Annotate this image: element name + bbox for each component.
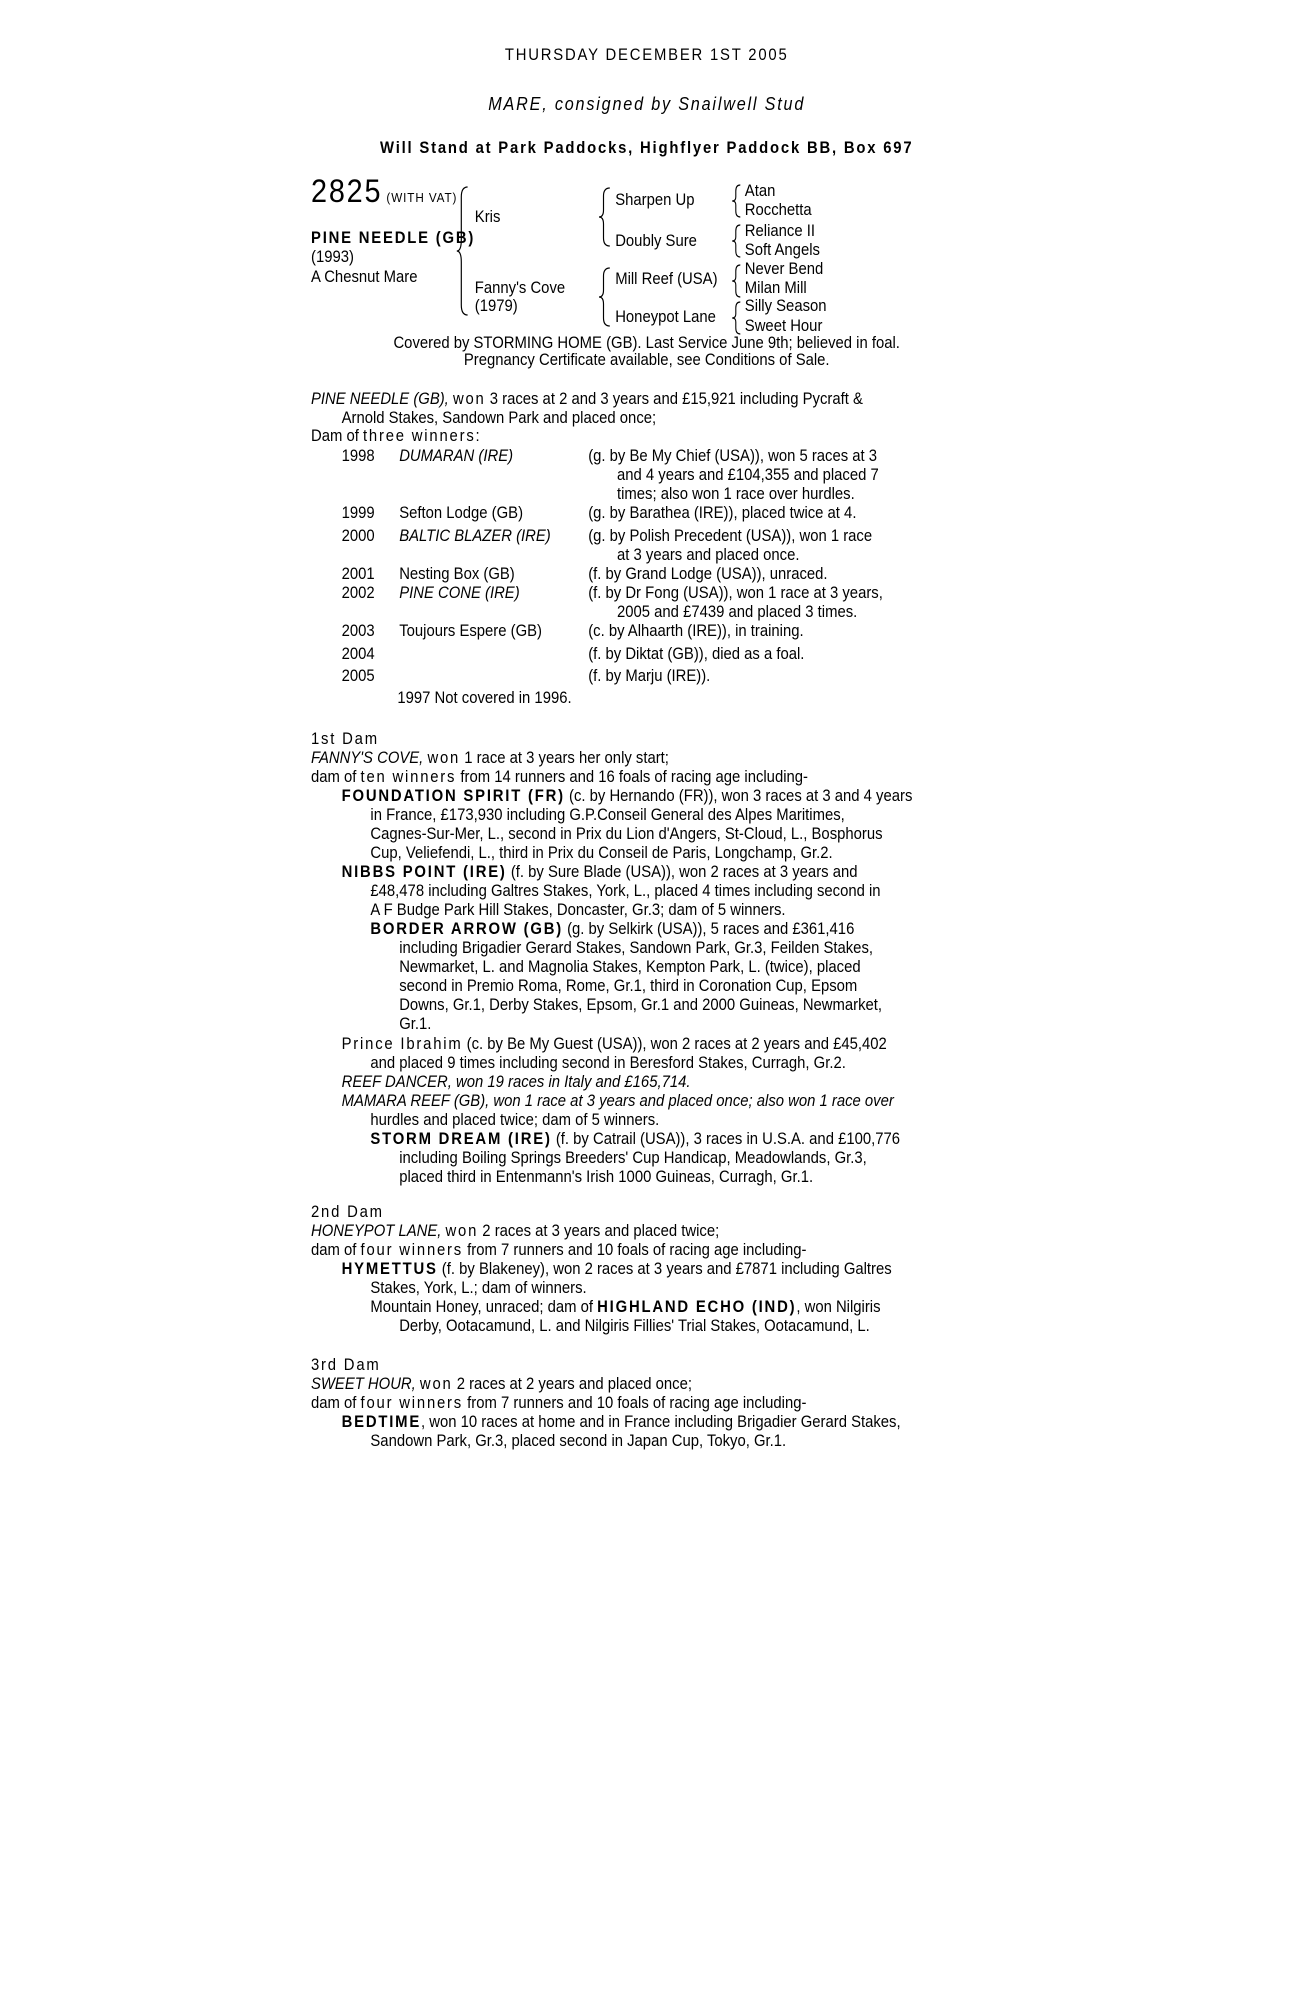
prince-ibrahim-line-1 xyxy=(342,1035,887,1054)
bedtime-name: BEDTIME xyxy=(341,1413,422,1431)
pedigree-brace-g3 xyxy=(730,263,743,299)
not-covered-note: 1997 Not covered in 1996. xyxy=(397,689,572,707)
produce-name: PINE CONE (IRE) xyxy=(399,584,520,602)
produce-detail: (f. by Grand Lodge (USA)), unraced. xyxy=(588,565,828,583)
stand-location: Will Stand at Park Paddocks, Highflyer Paddock BB, Box 697 xyxy=(380,139,914,157)
storm-dream-line-3: placed third in Entenmann's Irish 1000 Guineas, Curragh, Gr.1. xyxy=(399,1168,814,1186)
winners-count: three winners: xyxy=(363,427,482,445)
third-dam-name: SWEET HOUR, xyxy=(311,1375,416,1393)
border-arrow-line-6: Gr.1. xyxy=(399,1015,432,1033)
pedigree-gg-6: Milan Mill xyxy=(744,279,807,297)
horse-name: PINE NEEDLE (GB) xyxy=(311,229,476,247)
first-dam-won: won xyxy=(427,749,461,767)
third-dam-line-2 xyxy=(311,1394,806,1413)
produce-year: 2005 xyxy=(341,667,375,685)
mountain-honey-line-1 xyxy=(370,1298,880,1317)
second-dam-winners: four winners xyxy=(360,1241,464,1259)
second-dam-line-1 xyxy=(311,1222,719,1241)
produce-detail: at 3 years and placed once. xyxy=(617,546,800,564)
mamara-reef-line-2: hurdles and placed twice; dam of 5 winners. xyxy=(370,1111,660,1129)
pedigree-gg-5: Never Bend xyxy=(744,260,824,278)
first-dam-record: 1 race at 3 years her only start; xyxy=(464,749,669,767)
border-arrow-text: (g. by Selkirk (USA)), 5 races and £361,416 xyxy=(567,920,855,938)
produce-name: DUMARAN (IRE) xyxy=(399,447,514,465)
pregnancy-note: Pregnancy Certificate available, see Conditions of Sale. xyxy=(463,351,830,369)
first-dam-line-2 xyxy=(311,768,808,787)
produce-detail: 2005 and £7439 and placed 3 times. xyxy=(617,603,858,621)
produce-year: 2000 xyxy=(341,527,375,545)
produce-detail: (f. by Marju (IRE)). xyxy=(588,667,711,685)
border-arrow-line-4: second in Premio Roma, Rome, Gr.1, third in Coronation Cup, Epsom xyxy=(399,977,858,995)
mountain-honey-line-2: Derby, Ootacamund, L. and Nilgiris Fillies' Trial Stakes, Ootacamund, L. xyxy=(399,1317,870,1335)
pedigree-gg-8: Sweet Hour xyxy=(744,317,823,335)
foundation-spirit-line-3: Cagnes-Sur-Mer, L., second in Prix du Lion d'Angers, St-Cloud, L., Bosphorus xyxy=(370,825,883,843)
hymettus-line-1 xyxy=(342,1260,892,1279)
pedigree-brace-g2 xyxy=(730,223,743,259)
second-dam-dam-of: dam of xyxy=(311,1241,357,1259)
prince-ibrahim-name: Prince Ibrahim xyxy=(341,1035,463,1053)
bedtime-text: , won 10 races at home and in France including Brigadier Gerard Stakes, xyxy=(421,1413,901,1431)
third-dam-line-1 xyxy=(311,1375,692,1394)
reef-dancer-line: REEF DANCER, won 19 races in Italy and £165,714. xyxy=(341,1073,691,1091)
dam-of-line xyxy=(311,427,481,446)
first-dam-runners: from 14 runners and 16 foals of racing age including- xyxy=(460,768,808,786)
foundation-spirit-line-1 xyxy=(342,787,913,806)
lot-number-line xyxy=(311,173,458,209)
storm-dream-line-1 xyxy=(370,1130,900,1149)
third-dam-winners: four winners xyxy=(360,1394,464,1412)
hymettus-text: (f. by Blakeney), won 2 races at 3 years and £7871 including Galtres xyxy=(441,1260,892,1278)
produce-year: 2003 xyxy=(341,622,375,640)
dam-of-label: Dam of xyxy=(311,427,359,445)
produce-year: 2002 xyxy=(341,584,375,602)
pedigree-gg-7: Silly Season xyxy=(744,297,827,315)
first-dam-winners: ten winners xyxy=(360,768,457,786)
produce-detail: (f. by Diktat (GB)), died as a foal. xyxy=(588,645,805,663)
pedigree-brace-g1 xyxy=(730,183,743,219)
pedigree-dam-dam: Honeypot Lane xyxy=(615,308,716,326)
second-dam-record: 2 races at 3 years and placed twice; xyxy=(482,1222,720,1240)
lot-number: 2825 xyxy=(311,173,383,209)
first-dam-name: FANNY'S COVE, xyxy=(311,749,424,767)
second-dam-name: HONEYPOT LANE, xyxy=(311,1222,442,1240)
nibbs-point-line-3: A F Budge Park Hill Stakes, Doncaster, Gr.3; dam of 5 winners. xyxy=(370,901,786,919)
produce-detail: (c. by Alhaarth (IRE)), in training. xyxy=(588,622,804,640)
storm-dream-name: STORM DREAM (IRE) xyxy=(370,1130,552,1148)
produce-year: 2001 xyxy=(341,565,375,583)
third-dam-runners: from 7 runners and 10 foals of racing age including- xyxy=(467,1394,807,1412)
vat-note: (WITH VAT) xyxy=(386,190,458,205)
first-dam-line-1 xyxy=(311,749,669,768)
covered-note: Covered by STORMING HOME (GB). Last Service June 9th; believed in foal. xyxy=(393,334,900,352)
produce-name: BALTIC BLAZER (IRE) xyxy=(399,527,551,545)
third-dam-heading: 3rd Dam xyxy=(311,1356,381,1374)
produce-name: Nesting Box (GB) xyxy=(399,565,515,583)
produce-year: 1998 xyxy=(341,447,375,465)
foundation-spirit-text: (c. by Hernando (FR)), won 3 races at 3 and 4 years xyxy=(569,787,913,805)
pedigree-brace-g4 xyxy=(730,300,743,336)
nibbs-point-line-1 xyxy=(342,863,858,882)
first-dam-heading: 1st Dam xyxy=(311,730,379,748)
produce-year: 1999 xyxy=(341,504,375,522)
pedigree-dam-sire: Mill Reef (USA) xyxy=(615,270,718,288)
produce-name: Toujours Espere (GB) xyxy=(399,622,542,640)
border-arrow-line-3: Newmarket, L. and Magnolia Stakes, Kempton Park, L. (twice), placed xyxy=(399,958,861,976)
pedigree-dam-year: (1979) xyxy=(474,297,518,315)
mamara-reef-line-1: MAMARA REEF (GB), won 1 race at 3 years and placed once; also won 1 race over xyxy=(341,1092,894,1110)
summary-text-1: 3 races at 2 and 3 years and £15,921 including Pycraft & xyxy=(489,390,863,408)
produce-detail: (f. by Dr Fong (USA)), won 1 race at 3 years, xyxy=(588,584,883,602)
border-arrow-name: BORDER ARROW (GB) xyxy=(370,920,563,938)
second-dam-won: won xyxy=(445,1222,479,1240)
summary-line-1 xyxy=(311,390,863,409)
pedigree-gg-4: Soft Angels xyxy=(744,241,820,259)
nibbs-point-text: (f. by Sure Blade (USA)), won 2 races at 3 years and xyxy=(510,863,858,881)
foundation-spirit-name: FOUNDATION SPIRIT (FR) xyxy=(341,787,565,805)
pedigree-brace-dam xyxy=(597,266,613,328)
first-dam-dam-of: dam of xyxy=(311,768,357,786)
sale-date: THURSDAY DECEMBER 1ST 2005 xyxy=(504,46,789,64)
pedigree-sire: Kris xyxy=(474,208,501,226)
summary-name: PINE NEEDLE (GB), xyxy=(311,390,449,408)
second-dam-heading: 2nd Dam xyxy=(311,1203,384,1221)
pedigree-dam: Fanny's Cove xyxy=(474,279,566,297)
pedigree-gg-3: Reliance II xyxy=(744,222,815,240)
pedigree-brace-main xyxy=(455,185,473,317)
second-dam-line-2 xyxy=(311,1241,806,1260)
border-arrow-line-1 xyxy=(370,920,854,939)
summary-won: won xyxy=(452,390,486,408)
horse-description: A Chesnut Mare xyxy=(311,268,418,286)
storm-dream-line-2: including Boiling Springs Breeders' Cup Handicap, Meadowlands, Gr.3, xyxy=(399,1149,867,1167)
foundation-spirit-line-2: in France, £173,930 including G.P.Conseil General des Alpes Maritimes, xyxy=(370,806,845,824)
produce-detail: (g. by Barathea (IRE)), placed twice at 4. xyxy=(588,504,857,522)
produce-detail: times; also won 1 race over hurdles. xyxy=(617,485,855,503)
border-arrow-line-5: Downs, Gr.1, Derby Stakes, Epsom, Gr.1 and 2000 Guineas, Newmarket, xyxy=(399,996,883,1014)
third-dam-won: won xyxy=(419,1375,453,1393)
storm-dream-text: (f. by Catrail (USA)), 3 races in U.S.A. and £100,776 xyxy=(555,1130,901,1148)
foundation-spirit-line-4: Cup, Veliefendi, L., third in Prix du Conseil de Paris, Longchamp, Gr.2. xyxy=(370,844,833,862)
nibbs-point-line-2: £48,478 including Galtres Stakes, York, L., placed 4 times including second in xyxy=(370,882,881,900)
highland-echo-text: , won Nilgiris xyxy=(796,1298,881,1316)
prince-ibrahim-text: (c. by Be My Guest (USA)), won 2 races at 2 years and £45,402 xyxy=(466,1035,887,1053)
horse-year: (1993) xyxy=(311,248,354,266)
mountain-honey-text: Mountain Honey, unraced; dam of xyxy=(370,1298,594,1316)
third-dam-dam-of: dam of xyxy=(311,1394,357,1412)
pedigree-gg-2: Rocchetta xyxy=(744,201,812,219)
highland-echo-name: HIGHLAND ECHO (IND) xyxy=(597,1298,797,1316)
pedigree-brace-sire xyxy=(597,186,613,248)
hymettus-name: HYMETTUS xyxy=(341,1260,438,1278)
second-dam-runners: from 7 runners and 10 foals of racing age including- xyxy=(467,1241,807,1259)
third-dam-record: 2 races at 2 years and placed once; xyxy=(456,1375,692,1393)
summary-line-2: Arnold Stakes, Sandown Park and placed once; xyxy=(341,409,657,427)
consignor-line: MARE, consigned by Snailwell Stud xyxy=(488,94,806,114)
pedigree-sire-dam: Doubly Sure xyxy=(615,232,697,250)
bedtime-line-2: Sandown Park, Gr.3, placed second in Japan Cup, Tokyo, Gr.1. xyxy=(370,1432,787,1450)
hymettus-line-2: Stakes, York, L.; dam of winners. xyxy=(370,1279,587,1297)
produce-name: Sefton Lodge (GB) xyxy=(399,504,524,522)
produce-detail: (g. by Be My Chief (USA)), won 5 races at 3 xyxy=(588,447,878,465)
border-arrow-line-2: including Brigadier Gerard Stakes, Sandown Park, Gr.3, Feilden Stakes, xyxy=(399,939,873,957)
produce-detail: and 4 years and £104,355 and placed 7 xyxy=(617,466,879,484)
produce-detail: (g. by Polish Precedent (USA)), won 1 race xyxy=(588,527,873,545)
bedtime-line-1 xyxy=(342,1413,901,1432)
produce-year: 2004 xyxy=(341,645,375,663)
pedigree-gg-1: Atan xyxy=(744,182,776,200)
pedigree-sire-sire: Sharpen Up xyxy=(615,191,695,209)
prince-ibrahim-line-2: and placed 9 times including second in Beresford Stakes, Curragh, Gr.2. xyxy=(370,1054,846,1072)
nibbs-point-name: NIBBS POINT (IRE) xyxy=(341,863,507,881)
